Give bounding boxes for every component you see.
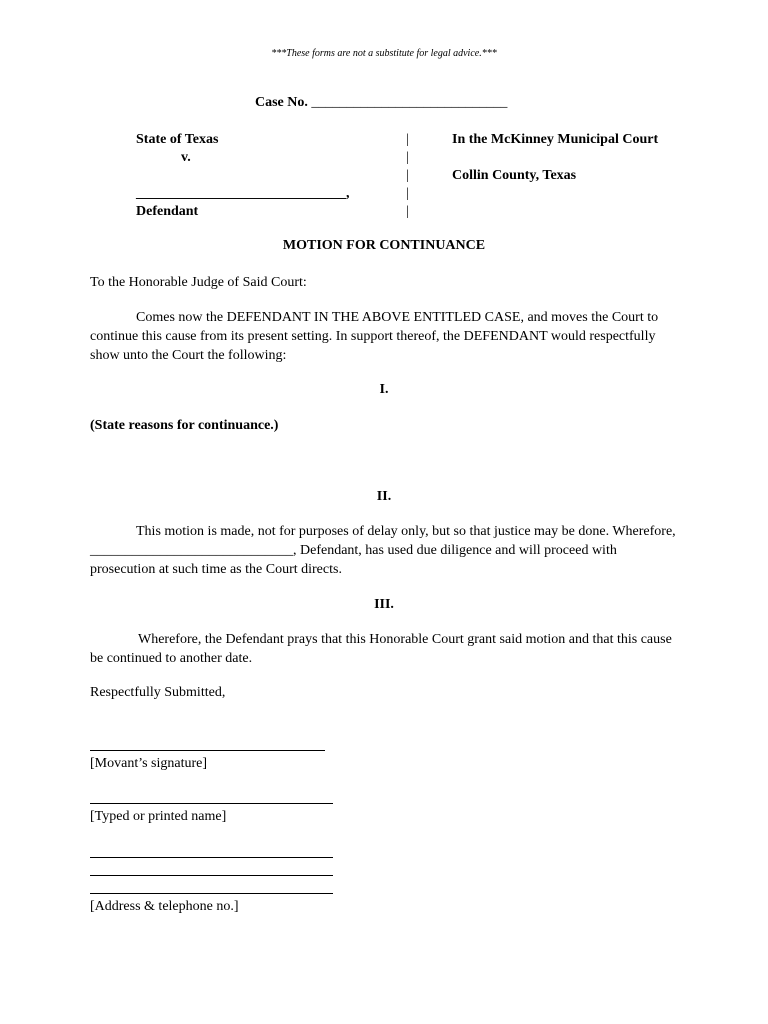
section-numeral: II. <box>376 489 392 504</box>
section-numeral: III. <box>374 597 394 612</box>
section-numeral: I. <box>379 382 389 397</box>
intro-paragraph: Comes now the DEFENDANT IN THE ABOVE ENTITLED CASE, and moves the Court to continue this cause from its present setting. In support thereof, the DEFENDANT would respectfully show unto the Court the following: <box>90 310 659 363</box>
caption-separator: | <box>406 186 409 201</box>
section-text: This motion is made, not for purposes of delay only, but so that justice may be done. Wherefore, _____________________________, Defendant, has used due diligence and will proceed with prosecution at such time as the Court directs. <box>90 524 676 577</box>
name-line <box>90 803 333 804</box>
name-label: [Typed or printed name] <box>90 809 227 824</box>
plaintiff-name: State of Texas <box>136 132 219 147</box>
defendant-label: Defendant <box>136 204 199 219</box>
case-number-blank: ____________________________ <box>311 95 508 110</box>
court-name: In the McKinney Municipal Court <box>452 132 659 147</box>
disclaimer: ***These forms are not a substitute for legal advice.*** <box>271 48 497 59</box>
case-number <box>255 93 507 112</box>
document-title: MOTION FOR CONTINUANCE <box>282 238 486 253</box>
defendant-blank: ______________________________, <box>136 186 350 201</box>
section-text: (State reasons for continuance.) <box>90 418 279 433</box>
closing: Respectfully Submitted, <box>90 685 226 700</box>
address-line <box>90 857 333 858</box>
caption-separator: | <box>406 168 409 183</box>
county-name: Collin County, Texas <box>452 168 577 183</box>
address-line <box>90 875 333 876</box>
telephone-line <box>90 893 333 894</box>
caption-separator: | <box>406 204 409 219</box>
signature-label: [Movant’s signature] <box>90 756 208 771</box>
section-text: Wherefore, the Defendant prays that this Honorable Court grant said motion and that this cause be continued to another date. <box>90 632 672 666</box>
versus: v. <box>181 150 191 165</box>
salutation: To the Honorable Judge of Said Court: <box>90 275 307 290</box>
address-label: [Address & telephone no.] <box>90 899 239 914</box>
signature-line <box>90 750 325 751</box>
caption-separator: | <box>406 132 409 147</box>
caption-separator: | <box>406 150 409 165</box>
case-number-label: Case No. <box>255 95 308 110</box>
